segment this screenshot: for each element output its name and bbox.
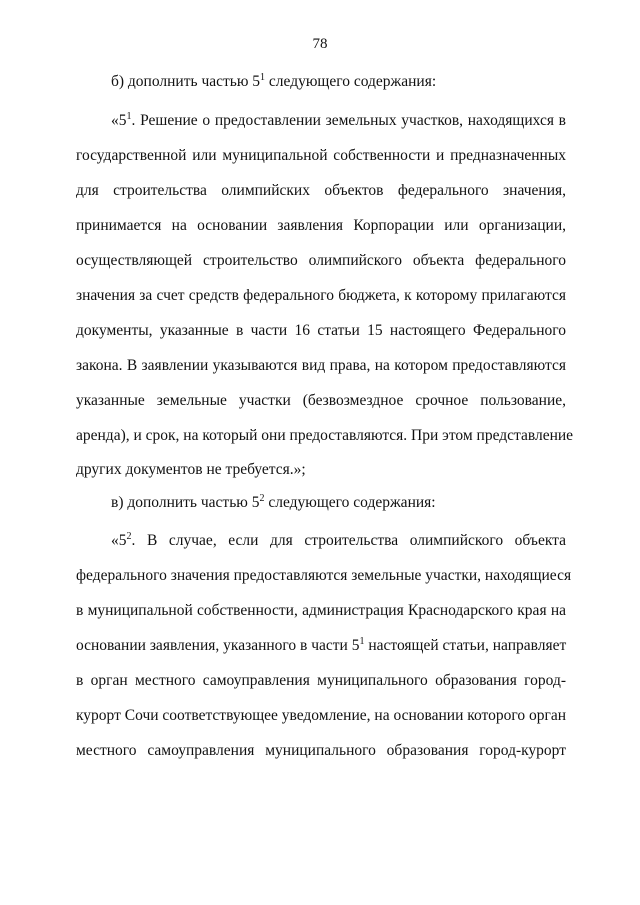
paragraph-v-heading: в) дополнить частью $5^2$ следующего содержания: bbox=[111, 493, 436, 511]
quote-1-line: осуществляющей строительство олимпийского объекта федерального bbox=[76, 252, 566, 269]
quote-1-line: документы, указанные в части 16 статьи 15 настоящего Федерального bbox=[76, 322, 566, 339]
quote-2-first-line: «$5^2$. В случае, если для строительства олимпийского объекта bbox=[111, 531, 566, 549]
quote-2-line: курорт Сочи соответствующее уведомление, на основании которого орган bbox=[76, 707, 567, 724]
quote-1-last-line: других документов не требуется.»; bbox=[76, 461, 306, 478]
quote-1-first-line: «$5^1$. Решение о предоставлении земельных участков, находящихся в bbox=[111, 111, 566, 129]
quote-2-line: в муниципальной собственности, администрация Краснодарского края на bbox=[76, 602, 566, 619]
quote-1-line: государственной или муниципальной собственности и предназначенных bbox=[76, 147, 566, 164]
paragraph-b-heading: б) дополнить частью $5^1$ следующего содержания: bbox=[111, 72, 437, 90]
quote-1-line: для строительства олимпийских объектов федерального значения, bbox=[76, 182, 566, 199]
quote-2-line: основании заявления, указанного в части $5^1$ настоящей статьи, направляет bbox=[76, 636, 567, 654]
quote-2-line: в орган местного самоуправления муниципального образования город- bbox=[76, 672, 566, 689]
quote-1-line: значения за счет средств федерального бюджета, к которому прилагаются bbox=[76, 287, 566, 304]
quote-2-line: местного самоуправления муниципального образования город-курорт bbox=[76, 742, 566, 759]
quote-1-line: аренда), и срок, на который они предоставляются. При этом представление bbox=[76, 427, 574, 444]
page-number: 78 bbox=[312, 36, 328, 52]
quote-1-line: принимается на основании заявления Корпорации или организации, bbox=[76, 217, 566, 234]
quote-2-line: федерального значения предоставляются земельные участки, находящиеся bbox=[76, 567, 572, 584]
quote-1-line: закона. В заявлении указываются вид права, на котором предоставляются bbox=[76, 357, 566, 374]
quote-1-line: указанные земельные участки (безвозмездное срочное пользование, bbox=[76, 392, 566, 409]
